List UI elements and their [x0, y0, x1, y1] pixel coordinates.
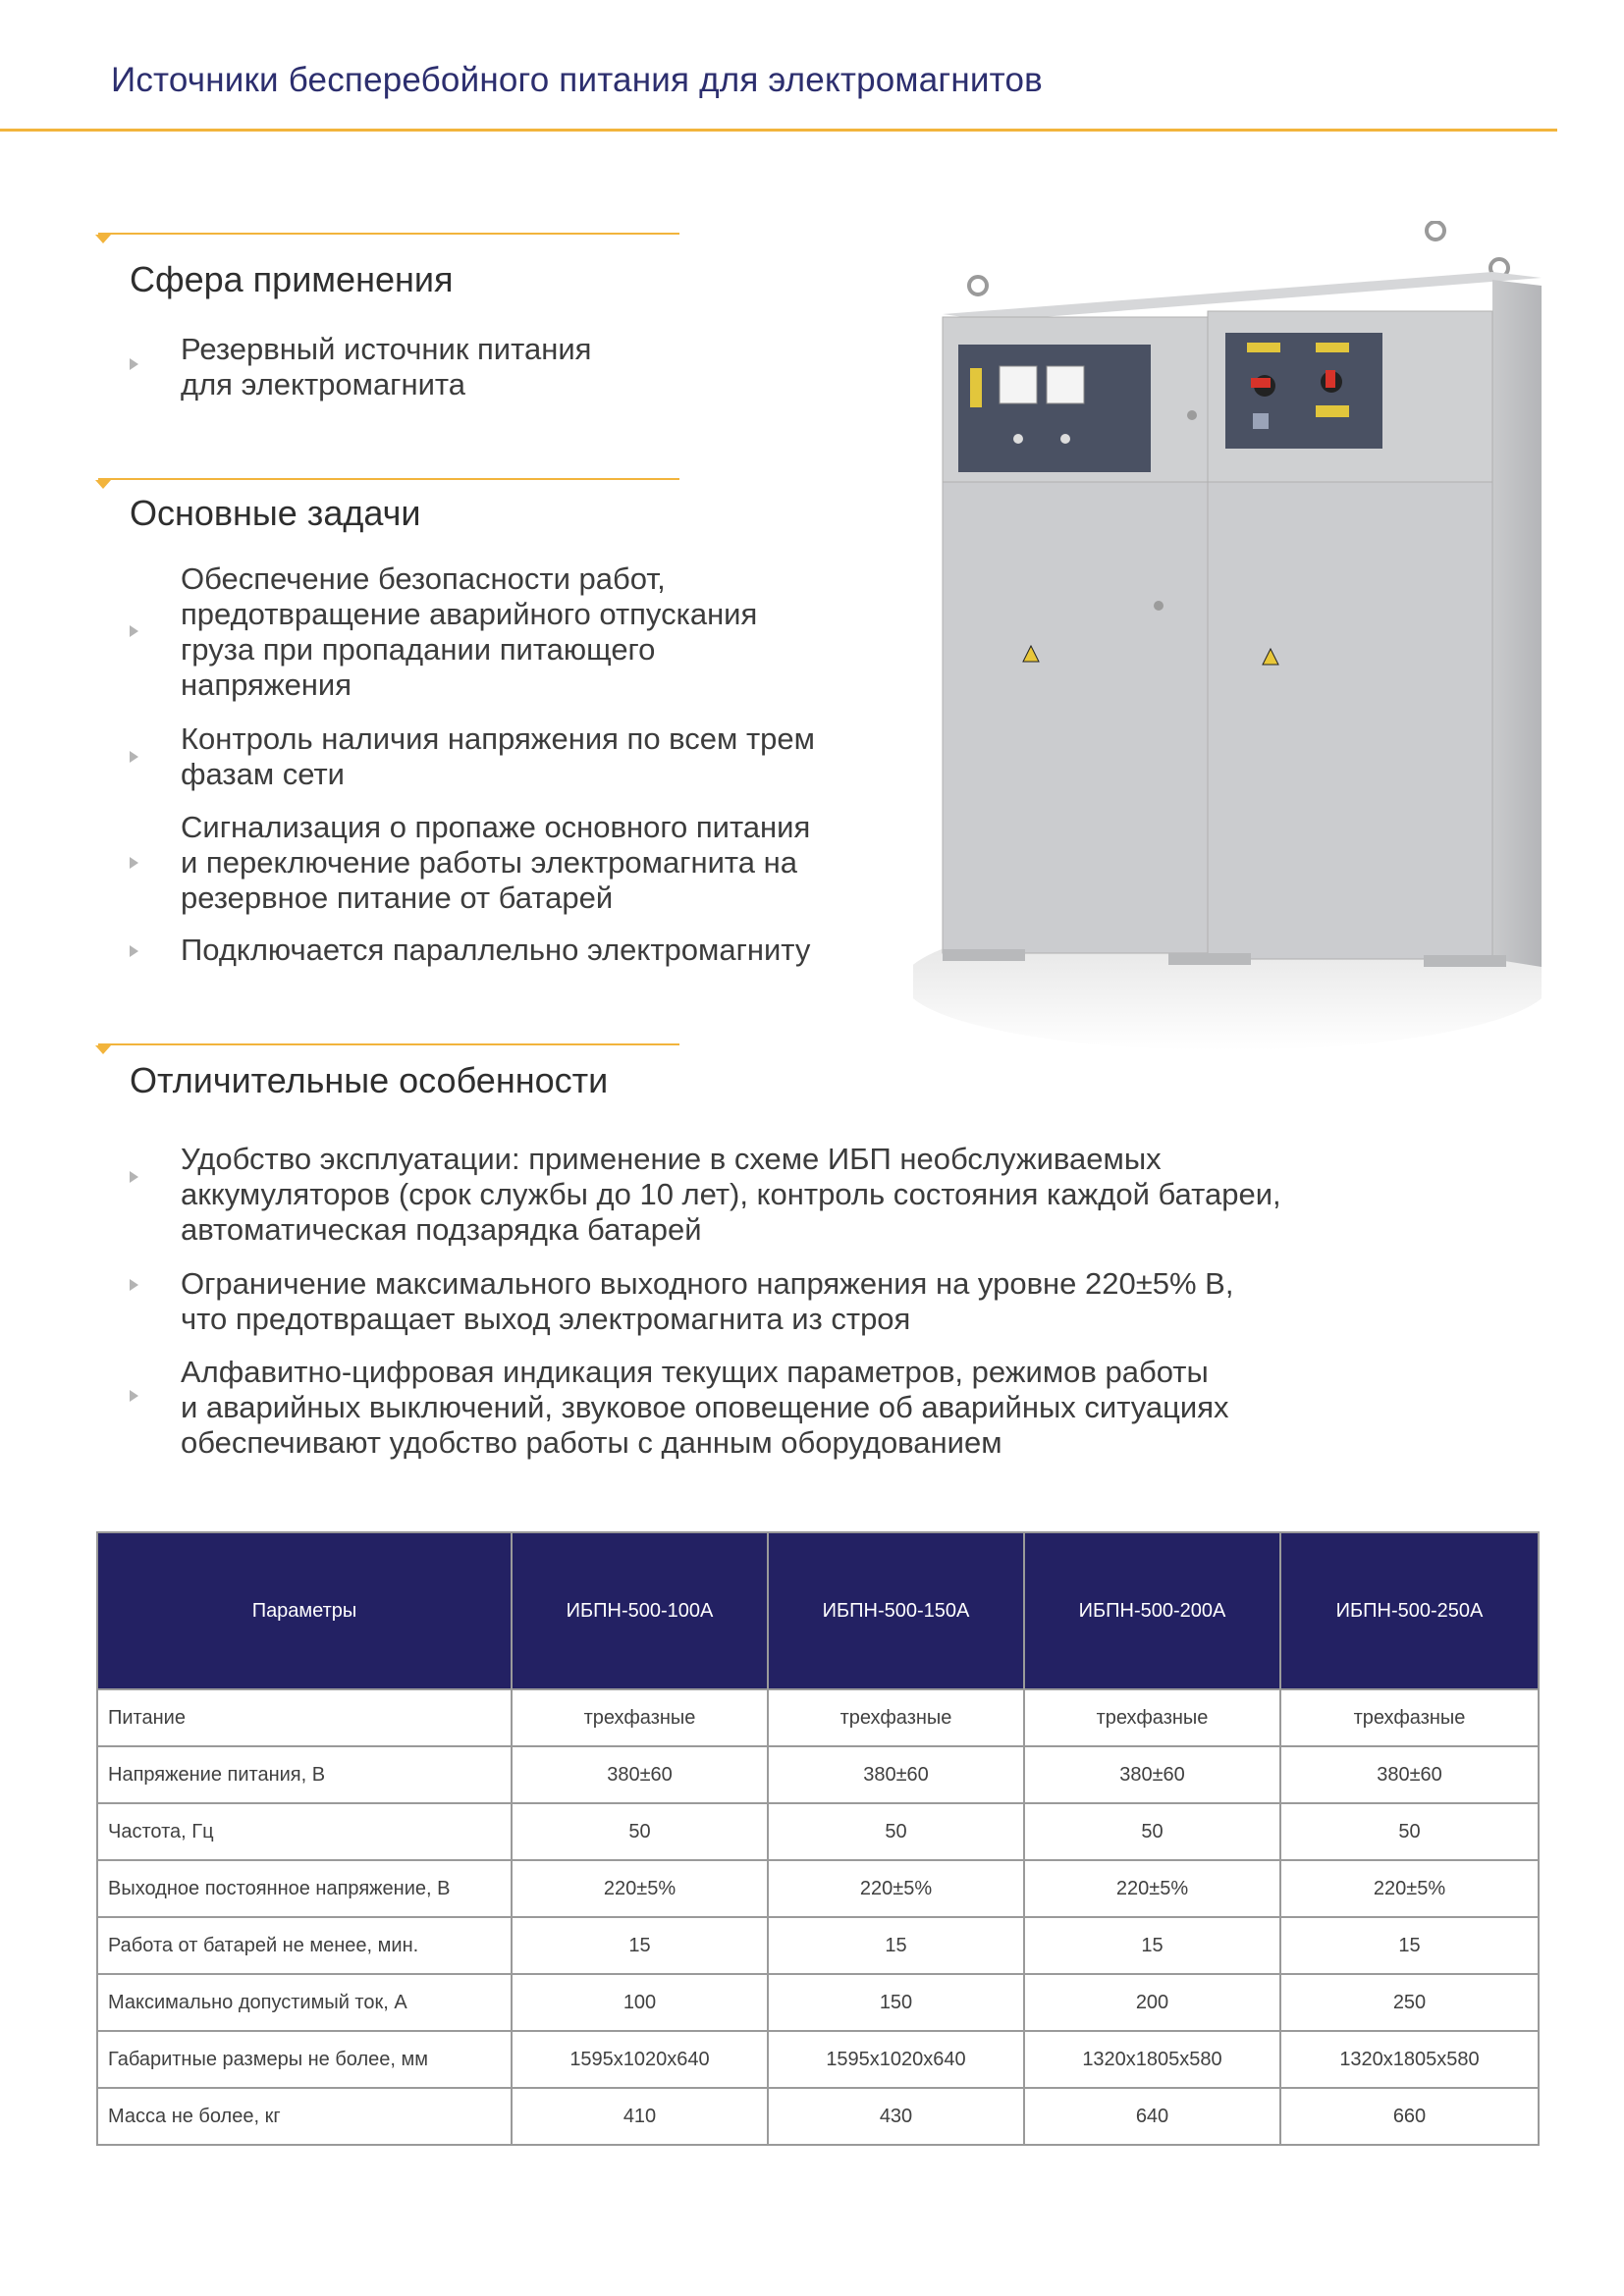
- header-cell: ИБПН-500-250А: [1280, 1532, 1539, 1689]
- table-cell: 1320x1805x580: [1280, 2031, 1539, 2088]
- table-cell: 100: [512, 1974, 768, 2031]
- list-item-text: Резервный источник питания для электромагнита: [181, 332, 592, 401]
- table-cell: 380±60: [512, 1746, 768, 1803]
- table-cell: 15: [512, 1917, 768, 1974]
- section-title-application: Сфера применения: [130, 259, 454, 299]
- table-cell: трехфазные: [512, 1689, 768, 1746]
- bullet-arrow-icon: [130, 1390, 138, 1402]
- table-cell: 380±60: [1280, 1746, 1539, 1803]
- table-cell: 50: [768, 1803, 1024, 1860]
- table-cell: 15: [1024, 1917, 1280, 1974]
- table-header-row: [97, 1532, 1539, 1689]
- row-label: Габаритные размеры не более, мм: [97, 2031, 512, 2088]
- list-item-text: Контроль наличия напряжения по всем трем фазам сети: [181, 721, 815, 791]
- header-cell: Параметры: [97, 1532, 512, 1689]
- divider-marker-icon: [95, 1045, 111, 1054]
- table-cell: 200: [1024, 1974, 1280, 2031]
- table-cell: 50: [1024, 1803, 1280, 1860]
- table-row: [97, 2088, 1539, 2145]
- table-cell: 220±5%: [1024, 1860, 1280, 1917]
- table-cell: 220±5%: [512, 1860, 768, 1917]
- section-divider: [98, 233, 679, 235]
- section-divider: [98, 1043, 679, 1045]
- section-divider: [98, 478, 679, 480]
- row-label: Максимально допустимый ток, А: [97, 1974, 512, 2031]
- table-cell: 1320x1805x580: [1024, 2031, 1280, 2088]
- table-cell: 660: [1280, 2088, 1539, 2145]
- table-row: [97, 1974, 1539, 2031]
- header-cell: ИБПН-500-150А: [768, 1532, 1024, 1689]
- header-divider: [0, 129, 1557, 132]
- bullet-arrow-icon: [130, 358, 138, 370]
- list-item-text: Подключается параллельно электромагниту: [181, 933, 811, 967]
- table-row: [97, 2031, 1539, 2088]
- bullet-arrow-icon: [130, 1279, 138, 1291]
- table-cell: 50: [512, 1803, 768, 1860]
- table-cell: 430: [768, 2088, 1024, 2145]
- table-cell: 380±60: [768, 1746, 1024, 1803]
- table-cell: 640: [1024, 2088, 1280, 2145]
- list-item-text: Ограничение максимального выходного напряжения на уровне 220±5% В, что предотвращает выход электромагнита из строя: [181, 1266, 1234, 1336]
- list-item-text: Удобство эксплуатации: применение в схеме ИБП необслуживаемых аккумуляторов (срок службы до 10 лет), контроль состояния каждой батареи, автоматическая подзарядка батарей: [181, 1142, 1281, 1247]
- table-cell: 15: [768, 1917, 1024, 1974]
- bullet-arrow-icon: [130, 625, 138, 637]
- ups-cabinet-image: [913, 221, 1542, 1075]
- table-cell: 250: [1280, 1974, 1539, 2031]
- spec-table: [96, 1531, 1540, 2146]
- table-cell: 15: [1280, 1917, 1539, 1974]
- bullet-arrow-icon: [130, 857, 138, 869]
- table-cell: 220±5%: [768, 1860, 1024, 1917]
- row-label: Питание: [97, 1689, 512, 1746]
- table-row: [97, 1917, 1539, 1974]
- table-cell: 1595x1020x640: [768, 2031, 1024, 2088]
- table-cell: 50: [1280, 1803, 1539, 1860]
- bullet-arrow-icon: [130, 751, 138, 763]
- divider-marker-icon: [95, 235, 111, 243]
- list-item-text: Сигнализация о пропаже основного питания и переключение работы электромагнита на резервное питание от батарей: [181, 810, 811, 915]
- header-cell: ИБПН-500-100А: [512, 1532, 768, 1689]
- table-cell: трехфазные: [768, 1689, 1024, 1746]
- table-row: [97, 1689, 1539, 1746]
- section-title-features: Отличительные особенности: [130, 1060, 609, 1100]
- bullet-arrow-icon: [130, 945, 138, 957]
- row-label: Выходное постоянное напряжение, В: [97, 1860, 512, 1917]
- list-item-text: Обеспечение безопасности работ, предотвращение аварийного отпускания груза при пропадании питающего напряжения: [181, 561, 758, 702]
- page-title: Источники бесперебойного питания для электромагнитов: [111, 61, 1043, 99]
- row-label: Масса не более, кг: [97, 2088, 512, 2145]
- table-cell: трехфазные: [1024, 1689, 1280, 1746]
- table-cell: 220±5%: [1280, 1860, 1539, 1917]
- table-cell: 1595x1020x640: [512, 2031, 768, 2088]
- row-label: Работа от батарей не менее, мин.: [97, 1917, 512, 1974]
- table-cell: 150: [768, 1974, 1024, 2031]
- table-cell: 380±60: [1024, 1746, 1280, 1803]
- divider-marker-icon: [95, 480, 111, 489]
- bullet-arrow-icon: [130, 1171, 138, 1183]
- row-label: Напряжение питания, В: [97, 1746, 512, 1803]
- table-cell: трехфазные: [1280, 1689, 1539, 1746]
- row-label: Частота, Гц: [97, 1803, 512, 1860]
- list-item-text: Алфавитно-цифровая индикация текущих параметров, режимов работы и аварийных выключений, звуковое оповещение об аварийных ситуациях обеспечивают удобство работы с данным оборудованием: [181, 1355, 1229, 1460]
- header-cell: ИБПН-500-200А: [1024, 1532, 1280, 1689]
- section-title-tasks: Основные задачи: [130, 493, 421, 533]
- table-row: [97, 1803, 1539, 1860]
- table-cell: 410: [512, 2088, 768, 2145]
- table-row: [97, 1746, 1539, 1803]
- table-row: [97, 1860, 1539, 1917]
